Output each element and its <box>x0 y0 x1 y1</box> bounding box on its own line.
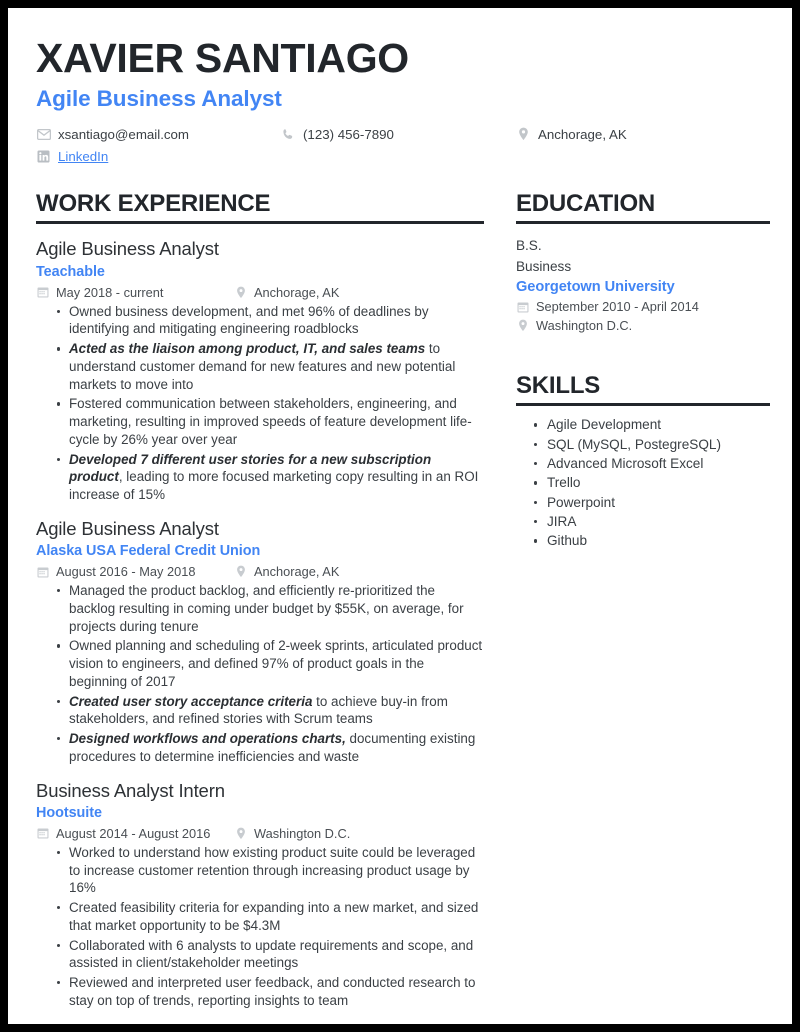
job-bullets <box>36 844 484 1010</box>
job-company[interactable]: Teachable <box>36 263 105 280</box>
calendar-icon <box>36 286 50 299</box>
job-meta <box>36 826 484 841</box>
education-dates <box>516 299 770 314</box>
envelope-icon <box>36 128 51 141</box>
resume-page <box>8 8 792 1024</box>
skill-item: Trello <box>534 473 770 492</box>
page-title: XAVIER SANTIAGO <box>36 35 409 81</box>
bullet-emphasis: Created user story acceptance criteria <box>69 693 313 709</box>
education-school[interactable]: Georgetown University <box>515 279 675 296</box>
map-pin-icon <box>234 286 248 299</box>
skill-item: Agile Development <box>534 415 770 434</box>
skill-item: Advanced Microsoft Excel <box>534 454 770 473</box>
job-title: Agile Business Analyst <box>36 517 219 539</box>
contact-location <box>516 127 627 142</box>
map-pin-icon <box>516 128 531 141</box>
job-bullet: Acted as the liaison among product, IT, and sales teams to understand customer demand for new features and new potential markets to move into <box>57 340 484 393</box>
job-location-text: Anchorage, AK <box>254 564 340 580</box>
job-dates <box>36 826 234 841</box>
job-location-text: Anchorage, AK <box>254 284 340 300</box>
job-bullet: Managed the product backlog, and efficiently re-prioritized the backlog resulting in coming under budget by $55K, on average, for projects during tenure <box>57 582 484 635</box>
job-entry <box>36 518 484 766</box>
job-dates-text: August 2014 - August 2016 <box>56 825 211 841</box>
contact-location-text: Anchorage, AK <box>538 126 627 142</box>
job-bullet: Worked to understand how existing product suite could be leveraged to increase customer retention through increasing product usage by 16% <box>57 844 484 897</box>
phone-icon <box>281 128 296 141</box>
resume-header <box>30 36 770 167</box>
map-pin-icon <box>516 319 530 332</box>
job-company[interactable]: Alaska USA Federal Credit Union <box>36 543 261 560</box>
bullet-emphasis: Acted as the liaison among product, IT, and sales teams <box>69 341 426 357</box>
map-pin-icon <box>234 565 248 578</box>
contact-block <box>36 123 770 167</box>
skill-item: JIRA <box>534 512 770 531</box>
job-location <box>234 564 339 579</box>
job-bullet: Owned planning and scheduling of 2-week sprints, articulated product vision to engineers, and defined 97% of product goals in the beginning of 2017 <box>57 637 484 690</box>
education-heading: EDUCATION <box>515 190 656 218</box>
column-divider-space <box>484 191 516 1009</box>
job-bullet: Created feasibility criteria for expanding into a new market, and sized that market opportunity to be $4.3M <box>57 899 484 935</box>
contact-phone[interactable] <box>281 127 516 142</box>
work-experience-rule <box>36 221 484 224</box>
job-entry <box>36 780 484 1010</box>
right-column <box>516 191 770 1009</box>
linkedin-icon <box>36 150 51 163</box>
linkedin-link[interactable]: LinkedIn <box>58 148 109 164</box>
work-experience-section <box>36 191 484 1009</box>
job-dates <box>36 285 234 300</box>
skill-item: Github <box>534 531 770 550</box>
bullet-emphasis: Designed workflows and operations charts, <box>69 731 346 747</box>
skill-item: SQL (MySQL, PostegreSQL) <box>534 435 770 454</box>
job-bullet: Designed workflows and operations charts, documenting existing procedures to determine inefficiencies and waste <box>57 730 484 766</box>
contact-linkedin[interactable] <box>36 149 108 164</box>
calendar-icon <box>516 300 530 313</box>
job-bullets <box>36 303 484 504</box>
job-bullets <box>36 582 484 766</box>
left-column <box>30 191 484 1009</box>
job-title: Business Analyst Intern <box>36 779 225 801</box>
calendar-icon <box>36 827 50 840</box>
education-location-text: Washington D.C. <box>535 318 633 334</box>
job-title: Agile Business Analyst <box>36 238 219 260</box>
job-bullet: Reviewed and interpreted user feedback, and conducted research to stay on top of trends, reporting insights to team <box>57 974 484 1010</box>
job-location-text: Washington D.C. <box>254 825 351 841</box>
contact-email[interactable] <box>36 127 281 142</box>
skills-section <box>516 373 770 550</box>
job-bullet: Collaborated with 6 analysts to update requirements and scope, and assisted in client/stakeholder meetings <box>57 937 484 973</box>
job-bullet: Fostered communication between stakeholders, engineering, and marketing, resulting in improved speeds of feature development life-cycle by 26% year over year <box>57 395 484 448</box>
job-meta <box>36 564 484 579</box>
professional-headline: Agile Business Analyst <box>36 86 282 112</box>
contact-email-text: xsantiago@email.com <box>58 126 190 142</box>
job-meta <box>36 285 484 300</box>
education-entry <box>516 236 770 333</box>
skills-list <box>516 415 770 550</box>
skills-rule <box>516 403 770 406</box>
education-field: Business <box>515 258 572 274</box>
job-bullet: Created user story acceptance criteria to achieve buy-in from stakeholders, and refined stories with Scrum teams <box>57 693 484 729</box>
job-location <box>234 285 339 300</box>
education-section <box>516 191 770 333</box>
job-dates-text: May 2018 - current <box>56 284 164 300</box>
education-rule <box>516 221 770 224</box>
contact-phone-text: (123) 456-7890 <box>303 126 394 142</box>
job-bullet: Developed 7 different user stories for a new subscription product, leading to more focused marketing copy resulting in an ROI increase of 15% <box>57 451 484 504</box>
map-pin-icon <box>234 827 248 840</box>
education-dates-text: September 2010 - April 2014 <box>535 299 699 315</box>
work-experience-heading: WORK EXPERIENCE <box>36 190 271 218</box>
bullet-emphasis: Developed 7 different user stories for a new subscription product <box>69 451 432 485</box>
skill-item: Powerpoint <box>534 493 770 512</box>
education-location <box>516 318 770 333</box>
job-entry <box>36 238 484 503</box>
job-bullet: Owned business development, and met 96% of deadlines by identifying and mitigating engineering roadblocks <box>57 303 484 339</box>
job-company[interactable]: Hootsuite <box>36 804 102 821</box>
education-degree: B.S. <box>515 238 542 254</box>
calendar-icon <box>36 565 50 578</box>
job-dates-text: August 2016 - May 2018 <box>56 564 196 580</box>
job-dates <box>36 564 234 579</box>
skills-heading: SKILLS <box>515 372 601 400</box>
job-location <box>234 826 350 841</box>
